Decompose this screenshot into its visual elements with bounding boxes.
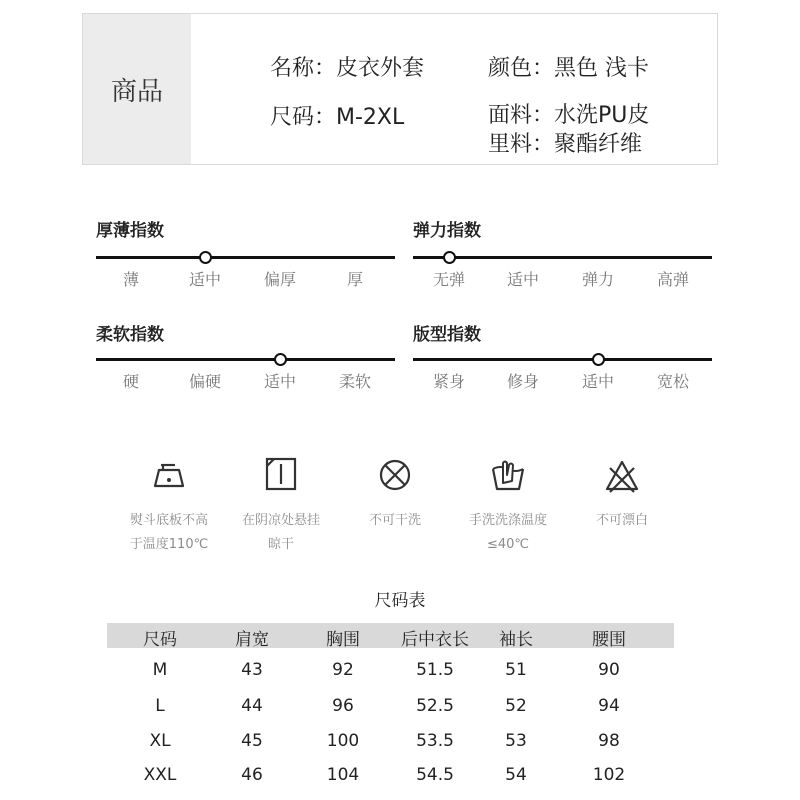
size-table-value-cell: 43 [241,660,263,680]
index-option-label: 适中 [263,372,296,391]
index-option-label: 紧身 [432,372,465,391]
size-table-size-cell: L [155,696,165,716]
size-table-header-cell: 胸围 [326,630,360,650]
care-instruction-text [443,509,573,557]
index-scale-line [413,256,712,259]
size-table-value-cell: 90 [598,660,620,680]
index-option-label: 适中 [506,270,539,289]
product-fabric: 面料：水洗PU皮 [488,103,650,128]
size-table-value-cell: 102 [592,765,626,785]
size-table-size-cell: M [152,660,168,680]
no-bleach-icon [602,456,642,496]
index-option-label: 厚 [346,270,363,289]
no-dry-clean-icon [375,455,415,495]
size-table-header-cell: 肩宽 [235,630,269,650]
index-option-label: 薄 [122,270,139,289]
index-option-label: 弹力 [581,270,614,289]
size-table-header-cell: 腰围 [592,630,626,650]
size-table-value-cell: 51 [505,660,527,680]
line-dry-shade-icon [261,454,301,494]
size-table-header-cell: 后中衣长 [401,630,469,650]
product-info-box [82,13,718,165]
size-table-value-cell: 53 [505,731,527,751]
size-table-value-cell: 52.5 [416,696,454,716]
size-table-value-cell: 100 [326,731,360,751]
size-table-value-cell: 53.5 [416,731,454,751]
index-option-label: 宽松 [656,372,689,391]
index-scale-line [413,358,712,361]
index-scale-marker [274,353,287,366]
size-table-size-cell: XL [149,731,171,751]
size-table-value-cell: 46 [241,765,263,785]
index-scale-marker [592,353,605,366]
care-instruction-line: 不可漂白 [595,513,648,528]
size-table-value-cell: 54.5 [416,765,454,785]
index-option-label: 修身 [506,372,539,391]
size-table-value-cell: 92 [332,660,354,680]
care-instruction-text [216,509,346,557]
index-title: 版型指数 [413,325,481,345]
index-scale-line [96,358,395,361]
care-instruction-text [104,509,234,557]
size-table-header-cell: 袖长 [499,630,533,650]
size-table-value-cell: 51.5 [416,660,454,680]
size-table-value-cell: 52 [505,696,527,716]
care-instruction-line: 手洗洗涤温度 [468,513,547,528]
size-table-value-cell: 94 [598,696,620,716]
index-option-label: 适中 [581,372,614,391]
size-table-value-cell: 96 [332,696,354,716]
product-color: 颜色：黑色 浅卡 [488,56,649,81]
size-table-header-cell: 尺码 [143,630,177,650]
care-instruction-line: 于温度110℃ [129,537,209,552]
size-table-value-cell: 45 [241,731,263,751]
care-instruction-line: 熨斗底板不高 [129,513,208,528]
size-table-value-cell: 54 [505,765,527,785]
size-table-value-cell: 104 [326,765,360,785]
size-table-value-cell: 44 [241,696,263,716]
index-option-label: 偏厚 [263,270,296,289]
index-option-label: 无弹 [432,270,465,289]
index-title: 厚薄指数 [96,221,164,241]
hand-wash-icon [488,455,528,495]
index-scale-line [96,256,395,259]
size-table-value-cell: 98 [598,731,620,751]
care-instruction-text [557,509,687,533]
size-table-size-cell: XXL [143,765,177,785]
care-instruction-line: 在阴凉处悬挂 [241,513,320,528]
product-section-label: 商品 [83,14,191,164]
index-option-label: 硬 [122,372,139,391]
care-instruction-text [330,509,460,533]
size-table-title: 尺码表 [374,591,426,611]
index-option-label: 偏硬 [188,372,221,391]
care-instruction-line: 不可干洗 [368,513,421,528]
index-title: 柔软指数 [96,325,164,345]
iron-icon [149,456,189,496]
care-instruction-line: ≤40℃ [486,537,530,552]
index-scale-marker [199,251,212,264]
product-name: 名称：皮衣外套 [270,56,425,81]
index-option-label: 适中 [188,270,221,289]
index-title: 弹力指数 [413,221,481,241]
index-option-label: 柔软 [338,372,371,391]
care-instruction-line: 晾干 [267,537,294,552]
product-lining: 里料：聚酯纤维 [488,132,643,157]
index-option-label: 高弹 [656,270,689,289]
index-scale-marker [443,251,456,264]
product-size-range: 尺码：M-2XL [270,105,405,130]
